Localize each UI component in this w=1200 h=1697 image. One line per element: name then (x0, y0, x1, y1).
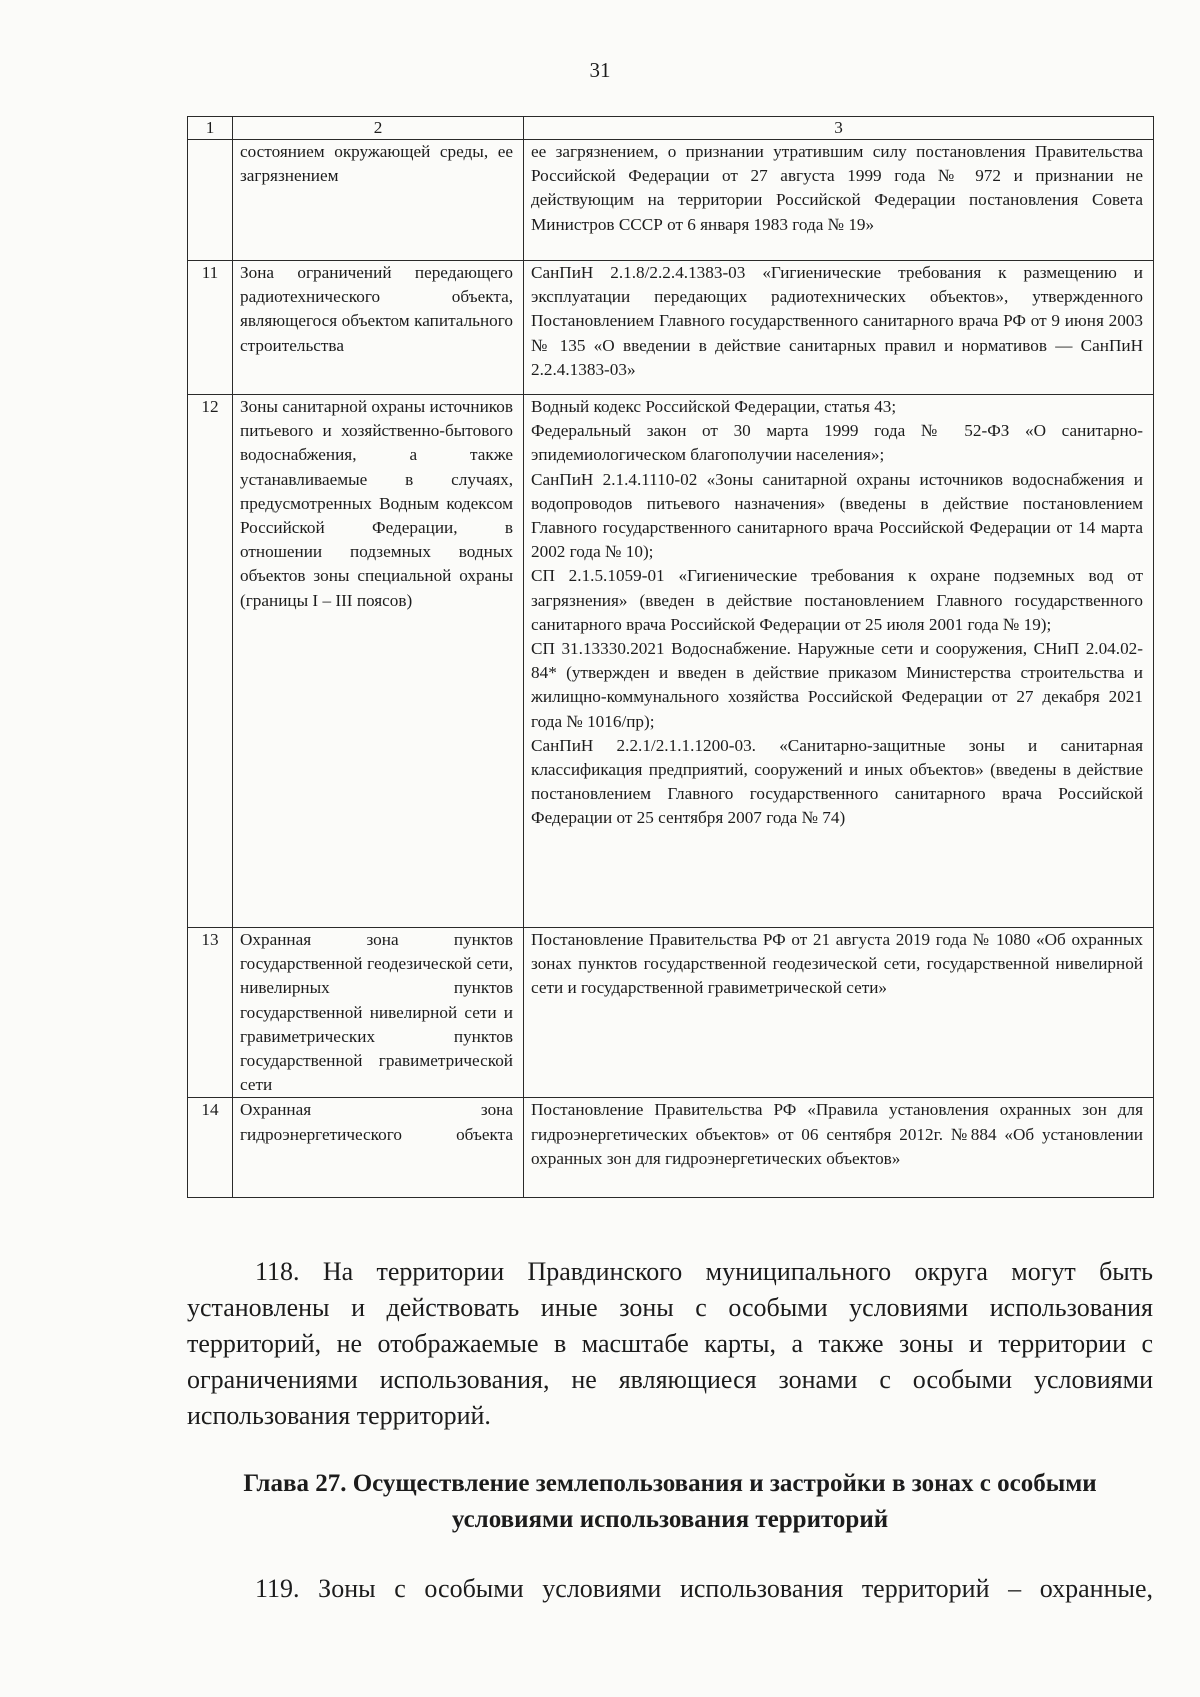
zone-name: Охранная зона гидроэнергетического объекта (233, 1098, 524, 1198)
table-row (188, 261, 1154, 395)
normative-doc: СП 31.13330.2021 Водоснабжение. Наружные сети и сооружения, СНиП 2.04.02-84* (утвержден и введен в действие приказом Министерства строительства и жилищно-коммунального хозяйства Российской Федерации от 27 декабря 2021 года № 1016/пр); (531, 639, 1143, 731)
column-number-2: 2 (233, 117, 524, 140)
row-number: 12 (188, 395, 233, 928)
page-number: 31 (589, 58, 611, 82)
paragraph-118: 118. На территории Правдинского муниципального округа могут быть установлены и действовать иные зоны с особыми условиями использования территорий, не отображаемые в масштабе карты, а также зоны и территории с ограничениями использования, не являющиеся зонами с особыми условиями использования территорий. (187, 1257, 1153, 1430)
column-number-1: 1 (188, 117, 233, 140)
normative-docs (524, 1098, 1154, 1198)
row-number: 11 (188, 261, 233, 395)
zone-name: состоянием окружающей среды, ее загрязнением (233, 140, 524, 261)
zone-name: Зона ограничений передающего радиотехнического объекта, являющегося объектом капитального строительства (233, 261, 524, 395)
normative-doc: СанПиН 2.2.1/2.1.1.1200-03. «Санитарно-защитные зоны и санитарная классификация предприятий, сооружений и иных объектов» (введены в действие постановлением Главного государственного санитарного врача Российской Федерации от 25 сентября 2007 года № 74) (531, 735, 1143, 828)
normative-doc: Федеральный закон от 30 марта 1999 года № 52-ФЗ «О санитарно-эпидемиологическом благополучии населения»; (531, 421, 1143, 465)
zones-table (187, 116, 1154, 1198)
normative-doc: Водный кодекс Российской Федерации, статья 43; (531, 397, 897, 416)
column-number-3: 3 (524, 117, 1154, 140)
normative-doc: Постановление Правительства РФ от 21 августа 2019 года № 1080 «Об охранных зонах пунктов государственной геодезической сети, государственной нивелирной сети и государственной гравиметрической сети» (531, 930, 1143, 998)
table-header-row (188, 117, 1154, 140)
row-number (188, 140, 233, 261)
table-row (188, 928, 1154, 1098)
normative-docs (524, 928, 1154, 1098)
row-number: 14 (188, 1098, 233, 1198)
normative-doc: СанПиН 2.1.4.1110-02 «Зоны санитарной охраны источников водоснабжения и водопроводов питьевого назначения» (введены в действие постановлением Главного государственного санитарного врача Российской Федерации от 14 марта 2002 года № 10); (531, 469, 1143, 562)
zone-name: Зоны санитарной охраны источников питьевого и хозяйственно-бытового водоснабжения, а также устанавливаемые в случаях, предусмотренных Водным кодексом Российской Федерации, в отношении подземных водных объектов зоны специальной охраны (границы I – III поясов) (233, 395, 524, 928)
normative-doc: СанПиН 2.1.8/2.2.4.1383-03 «Гигиенические требования к размещению и эксплуатации передающих радиотехнических объектов», утвержденного Постановлением Главного государственного санитарного врача РФ от 9 июня 2003 № 135 «О введении в действие санитарных правил и нормативов — СанПиН 2.2.4.1383-03» (531, 263, 1143, 379)
row-number: 13 (188, 928, 233, 1098)
paragraph-119: 119. Зоны с особыми условиями использования территорий – охранные, (255, 1574, 1153, 1603)
zone-name: Охранная зона пунктов государственной геодезической сети, нивелирных пунктов государственной нивелирной сети и гравиметрических пунктов государственной гравиметрической сети (233, 928, 524, 1098)
table-row (188, 140, 1154, 261)
normative-doc: СП 2.1.5.1059-01 «Гигиенические требования к охране подземных вод от загрязнения» (введен в действие постановлением Главного государственного санитарного врача Российской Федерации от 25 июля 2001 года № 19); (531, 566, 1143, 634)
normative-doc: Постановление Правительства РФ «Правила установления охранных зон для гидроэнергетических объектов» от 06 сентября 2012г. №884 «Об установлении охранных зон для гидроэнергетических объектов» (531, 1100, 1143, 1168)
table-row (188, 1098, 1154, 1198)
normative-docs (524, 140, 1154, 261)
chapter-heading: Глава 27. Осуществление землепользования и застройки в зонах с особыми условиями использования территорий (243, 1470, 1097, 1533)
normative-docs (524, 395, 1154, 928)
normative-doc: ее загрязнением, о признании утратившим силу постановления Правительства Российской Федерации от 27 августа 1999 года № 972 и признании не действующим на территории Российской Федерации постановления Совета Министров СССР от 6 января 1983 года № 19» (531, 142, 1143, 234)
normative-docs (524, 261, 1154, 395)
table-row (188, 395, 1154, 928)
